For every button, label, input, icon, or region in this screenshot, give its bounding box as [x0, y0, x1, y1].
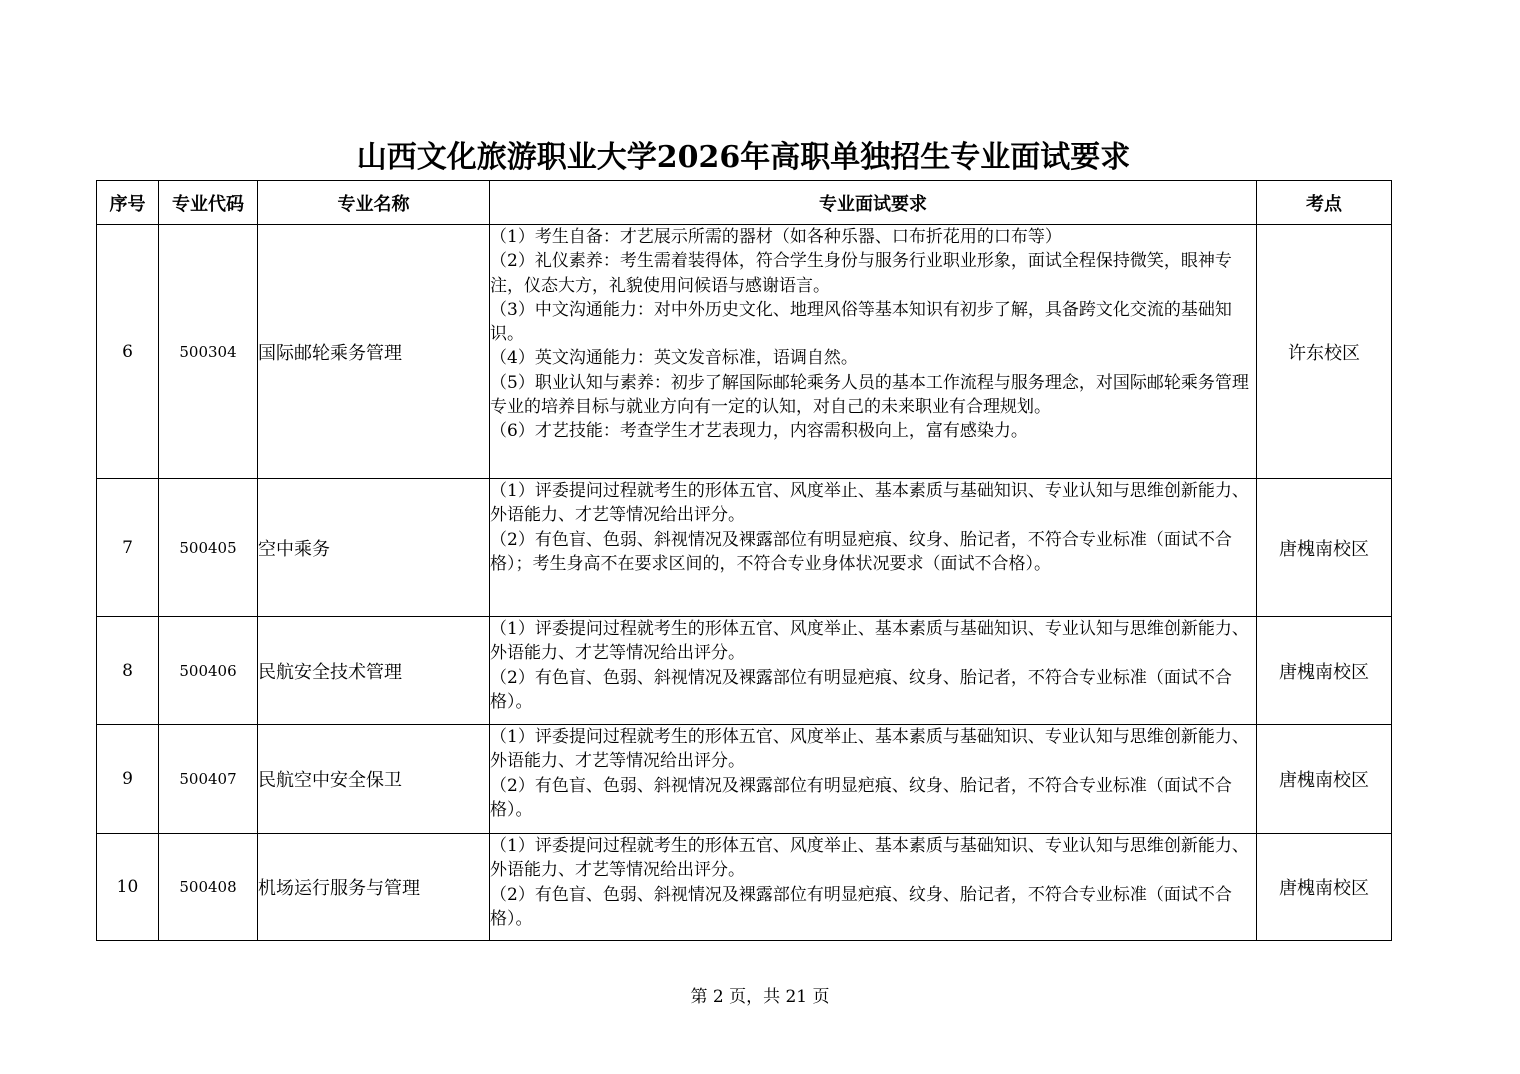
cell-seq: 9: [97, 725, 159, 834]
header-code: 专业代码: [159, 181, 258, 225]
cell-seq: 8: [97, 617, 159, 725]
page-footer: 第 2 页，共 21 页: [690, 987, 830, 1007]
cell-site: 唐槐南校区: [1257, 725, 1392, 834]
cell-code: 500405: [159, 479, 258, 617]
requirement-line: （2）有色盲、色弱、斜视情况及裸露部位有明显疤痕、纹身、胎记者，不符合专业标准（面试不合格）；考生身高不在要求区间的，不符合专业身体状况要求（面试不合格）。: [490, 529, 1232, 574]
requirement-line: （1）评委提问过程就考生的形体五官、风度举止、基本素质与基础知识、专业认知与思维创新能力、外语能力、才艺等情况给出评分。: [490, 481, 1249, 526]
cell-requirements: [490, 617, 1257, 725]
table-row: [97, 225, 1392, 479]
table-row: [97, 479, 1392, 617]
requirement-line: （2）有色盲、色弱、斜视情况及裸露部位有明显疤痕、纹身、胎记者，不符合专业标准（面试不合格）。: [490, 884, 1232, 929]
table-row: [97, 725, 1392, 834]
requirement-line: （1）评委提问过程就考生的形体五官、风度举止、基本素质与基础知识、专业认知与思维创新能力、外语能力、才艺等情况给出评分。: [490, 619, 1249, 664]
cell-code: 500408: [159, 834, 258, 941]
cell-site: 许东校区: [1257, 225, 1392, 479]
cell-requirements: [490, 479, 1257, 617]
cell-code: 500406: [159, 617, 258, 725]
cell-site: 唐槐南校区: [1257, 834, 1392, 941]
requirement-line: （1）考生自备：才艺展示所需的器材（如各种乐器、口布折花用的口布等）: [490, 227, 1062, 247]
requirement-line: （4）英文沟通能力：英文发音标准，语调自然。: [490, 348, 858, 369]
header-site: 考点: [1257, 181, 1392, 225]
cell-name: 民航空中安全保卫: [258, 725, 490, 834]
cell-name: 空中乘务: [258, 479, 490, 617]
table-body: [97, 225, 1392, 941]
cell-requirements: [490, 225, 1257, 479]
requirement-line: （5）职业认知与素养：初步了解国际邮轮乘务人员的基本工作流程与服务理念，对国际邮轮乘务管理专业的培养目标与就业方向有一定的认知，对自己的未来职业有合理规划。: [490, 372, 1249, 418]
cell-name: 国际邮轮乘务管理: [258, 225, 490, 479]
cell-seq: 10: [97, 834, 159, 941]
requirement-line: （6）才艺技能：考查学生才艺表现力，内容需积极向上，富有感染力。: [490, 421, 1028, 442]
cell-seq: 6: [97, 225, 159, 479]
table-row: [97, 834, 1392, 941]
cell-code: 500304: [159, 225, 258, 479]
cell-name: 民航安全技术管理: [258, 617, 490, 725]
cell-code: 500407: [159, 725, 258, 834]
requirement-line: （3）中文沟通能力：对中外历史文化、地理风俗等基本知识有初步了解，具备跨文化交流的基础知识。: [490, 299, 1232, 345]
cell-site: 唐槐南校区: [1257, 617, 1392, 725]
requirement-line: （2）礼仪素养：考生需着装得体，符合学生身份与服务行业职业形象，面试全程保持微笑，眼神专注，仪态大方，礼貌使用问候语与感谢语言。: [490, 251, 1232, 296]
requirements-table: [96, 180, 1392, 941]
table-header: [97, 181, 1392, 225]
page-title: 山西文化旅游职业大学2026年高职单独招生专业面试要求: [356, 140, 1131, 175]
cell-requirements: [490, 834, 1257, 941]
cell-requirements: [490, 725, 1257, 834]
header-row: [97, 181, 1392, 225]
requirement-line: （1）评委提问过程就考生的形体五官、风度举止、基本素质与基础知识、专业认知与思维创新能力、外语能力、才艺等情况给出评分。: [490, 727, 1249, 772]
requirement-line: （1）评委提问过程就考生的形体五官、风度举止、基本素质与基础知识、专业认知与思维创新能力、外语能力、才艺等情况给出评分。: [490, 836, 1249, 881]
cell-site: 唐槐南校区: [1257, 479, 1392, 617]
cell-seq: 7: [97, 479, 159, 617]
header-seq: 序号: [97, 181, 159, 225]
header-requirements: 专业面试要求: [490, 181, 1257, 225]
cell-name: 机场运行服务与管理: [258, 834, 490, 941]
requirement-line: （2）有色盲、色弱、斜视情况及裸露部位有明显疤痕、纹身、胎记者，不符合专业标准（面试不合格）。: [490, 775, 1232, 820]
table-row: [97, 617, 1392, 725]
header-name: 专业名称: [258, 181, 490, 225]
requirement-line: （2）有色盲、色弱、斜视情况及裸露部位有明显疤痕、纹身、胎记者，不符合专业标准（面试不合格）。: [490, 667, 1232, 712]
